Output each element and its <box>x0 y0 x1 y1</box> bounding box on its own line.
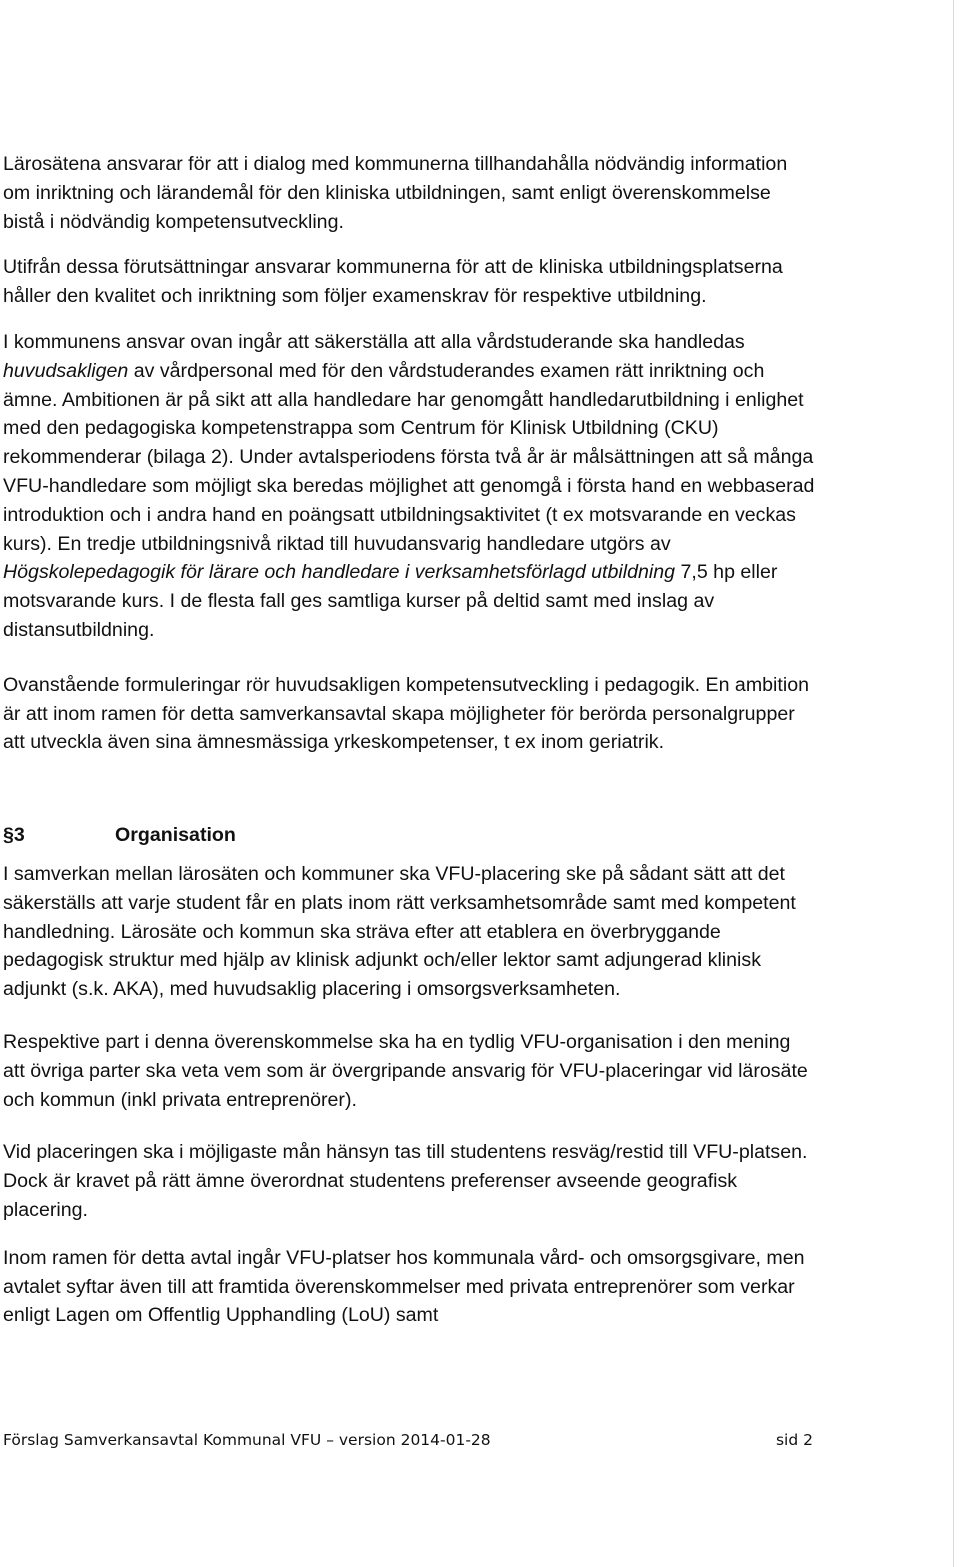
paragraph-organisation-2: Respektive part i denna överenskommelse ska ha en tydlig VFU-organisation i den mening att övriga parter ska veta vem som är övergripande ansvarig för VFU-placeringar vid lärosäte och kommun (inkl privata entreprenörer). <box>3 1030 808 1111</box>
section-number: §3 <box>3 824 25 847</box>
page-edge-line <box>953 0 954 1567</box>
page-footer <box>3 1430 813 1450</box>
paragraph-3-emphasis-1: huvudsakligen <box>3 359 129 382</box>
section-title: Organisation <box>115 824 236 847</box>
document-body <box>3 150 815 1330</box>
section-heading <box>3 821 815 850</box>
paragraph-3-emphasis-2: Högskolepedagogik för lärare och handledare i verksamhetsförlagd utbildning <box>3 561 676 584</box>
footer-page-number: sid 2 <box>775 1431 813 1449</box>
paragraph-3-text-b: av vårdpersonal med för den vårdstuderandes examen rätt inriktning och ämne. Ambitionen är på sikt att alla handledare har genomgått handledarutbildning i enlighet med den pedagogiska kompetenstrappa som Centrum för Klinisk Utbildning (CKU) rekommenderar (bilaga 2). Under avtalsperiodens första två år är målsättningen att så många VFU-handledare som möjligt ska beredas möjlighet att genomgå i första hand en webbaserad introduktion och i andra hand en poängsatt utbildningsaktivitet (t ex motsvarande en veckas kurs). En tredje utbildningsnivå riktad till huvudansvarig handledare utgörs av <box>3 359 815 555</box>
paragraph-organisation-4: Inom ramen för detta avtal ingår VFU-platser hos kommunala vård- och omsorgsgivare, men avtalet syftar även till att framtida överenskommelser med privata entreprenörer som verkar enligt Lagen om Offentlig Upphandling (LoU) samt <box>3 1246 805 1327</box>
paragraph-intro-2: Utifrån dessa förutsättningar ansvarar kommunerna för att de kliniska utbildningsplatserna håller den kvalitet och inriktning som följer examenskrav för respektive utbildning. <box>3 256 783 308</box>
paragraph-organisation-3: Vid placeringen ska i möjligaste mån hänsyn tas till studentens resväg/restid till VFU-platsen. Dock är kravet på rätt ämne överordnat studentens preferenser avseende geografisk placering. <box>3 1141 808 1221</box>
paragraph-organisation-1: I samverkan mellan lärosäten och kommuner ska VFU-placering ske på sådant sätt att det säkerställs att varje student får en plats inom rätt verksamhetsområde samt med kompetent handledning. Lärosäte och kommun ska sträva efter att etablera en överbryggande pedagogisk struktur med hjälp av klinisk adjunkt och/eller lektor samt adjungerad klinisk adjunkt (s.k. AKA), med huvudsaklig placering i omsorgsverksamheten. <box>3 862 796 1001</box>
paragraph-3-text-c: 7,5 hp eller motsvarande kurs. I de flesta fall ges samtliga kurser på deltid samt med inslag av distansutbildning. <box>3 561 778 641</box>
paragraph-competence: Ovanstående formuleringar rör huvudsakligen kompetensutveckling i pedagogik. En ambition är att inom ramen för detta samverkansavtal skapa möjligheter för berörda personalgrupper att utveckla även sina ämnesmässiga yrkeskompetenser, t ex inom geriatrik. <box>3 673 809 754</box>
paragraph-municipal-responsibility <box>3 328 815 645</box>
footer-document-title: Förslag Samverkansavtal Kommunal VFU – version 2014-01-28 <box>3 1431 491 1449</box>
paragraph-3-text-a: I kommunens ansvar ovan ingår att säkerställa att alla vårdstuderande ska handledas <box>3 330 745 353</box>
paragraph-intro-1: Lärosätena ansvarar för att i dialog med kommunerna tillhandahålla nödvändig information om inriktning och lärandemål för den kliniska utbildningen, samt enligt överenskommelse bistå i nödvändig kompetensutveckling. <box>3 153 788 233</box>
